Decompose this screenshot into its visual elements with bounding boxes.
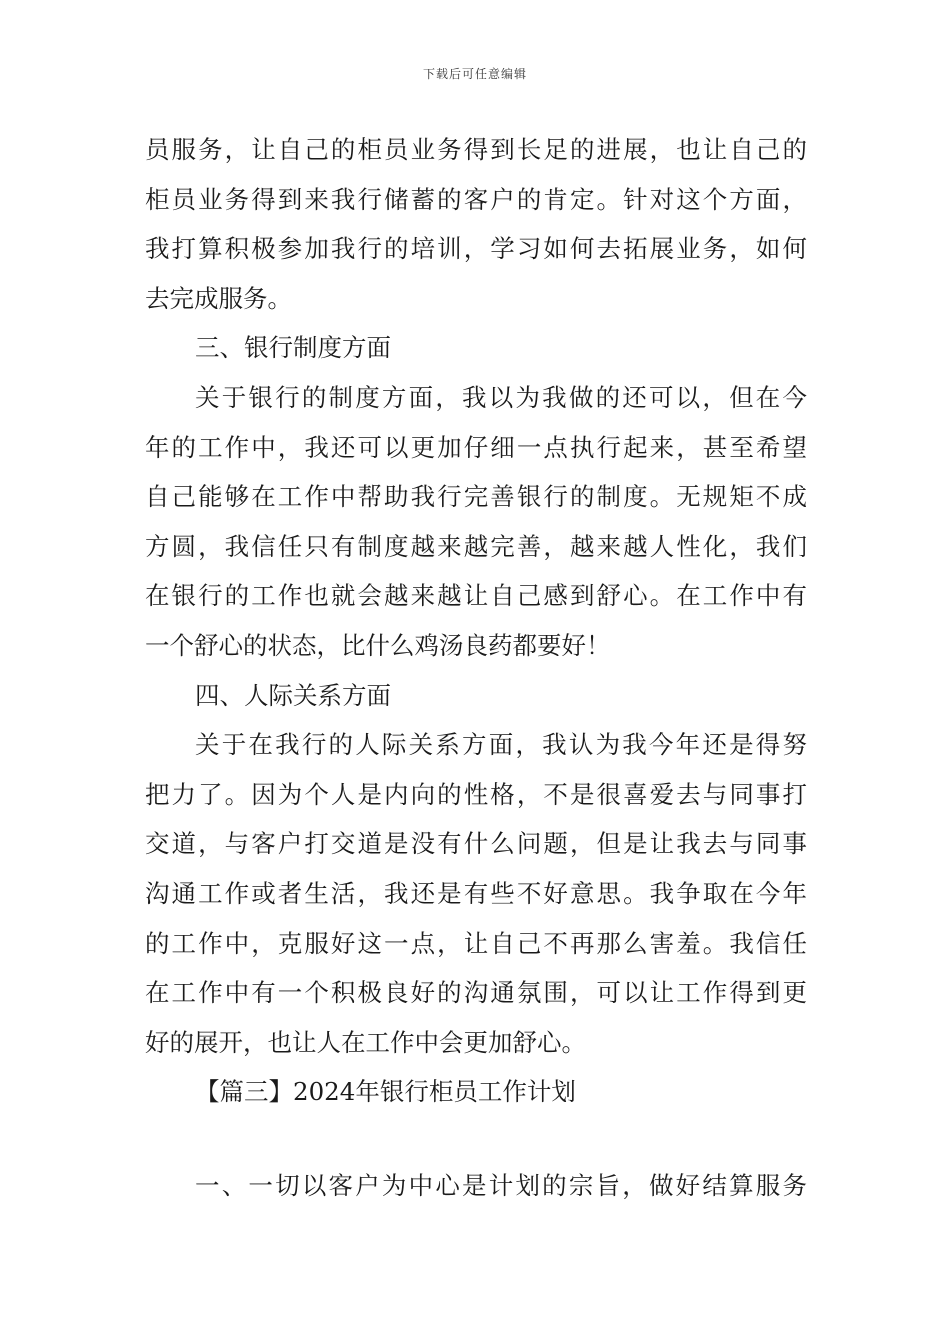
text-line: 在工作中有一个积极良好的沟通氛围，可以让工作得到更 [145,978,807,1008]
text-line: 关于银行的制度方面，我以为我做的还可以，但在今 [195,382,807,412]
text-line: 员服务，让自己的柜员业务得到长足的进展，也让自己的 [145,135,807,164]
text-line: 自己能够在工作中帮助我行完善银行的制度。无规矩不成 [145,482,807,512]
paragraph-service [145,125,807,323]
blank-gap [145,1117,807,1161]
page-header-note: 下载后可任意编辑 [422,67,527,81]
text-line: 一、一切以客户为中心是计划的宗旨，做好结算服务 [195,1170,807,1200]
text-line: 去完成服务。 [145,283,292,313]
text-line: 方圆，我信任只有制度越来越完善，越来越人性化，我们 [145,531,807,561]
text-line: 把力了。因为个人是内向的性格，不是很喜爱去与同事打 [145,779,807,809]
text-line: 一个舒心的状态，比什么鸡汤良药都要好！ [145,630,611,660]
text-line: 柜员业务得到来我行储蓄的客户的肯定。针对这个方面， [145,184,807,214]
text-line: 好的展开，也让人在工作中会更加舒心。 [145,1027,586,1057]
document-body [145,125,807,1210]
part-title: 【篇三】2024年银行柜员工作计划 [195,1077,576,1107]
section-heading-relationships: 四、人际关系方面 [195,680,391,710]
text-line: 的工作中，克服好这一点，让自己不再那么害羞。我信任 [145,928,807,958]
text-line: 在银行的工作也就会越来越让自己感到舒心。在工作中有 [145,581,807,611]
text-line: 交道，与客户打交道是没有什么问题，但是让我去与同事 [145,829,807,859]
text-line: 年的工作中，我还可以更加仔细一点执行起来，甚至希望 [145,432,807,462]
text-line: 关于在我行的人际关系方面，我认为我今年还是得努 [195,730,807,760]
text-line: 我打算积极参加我行的培训，学习如何去拓展业务，如何 [145,234,807,264]
paragraph-bank-system [145,373,807,671]
paragraph-relationships [145,720,807,1067]
section-heading-bank-system: 三、银行制度方面 [195,333,391,363]
text-line: 沟通工作或者生活，我还是有些不好意思。我争取在今年 [145,878,807,908]
